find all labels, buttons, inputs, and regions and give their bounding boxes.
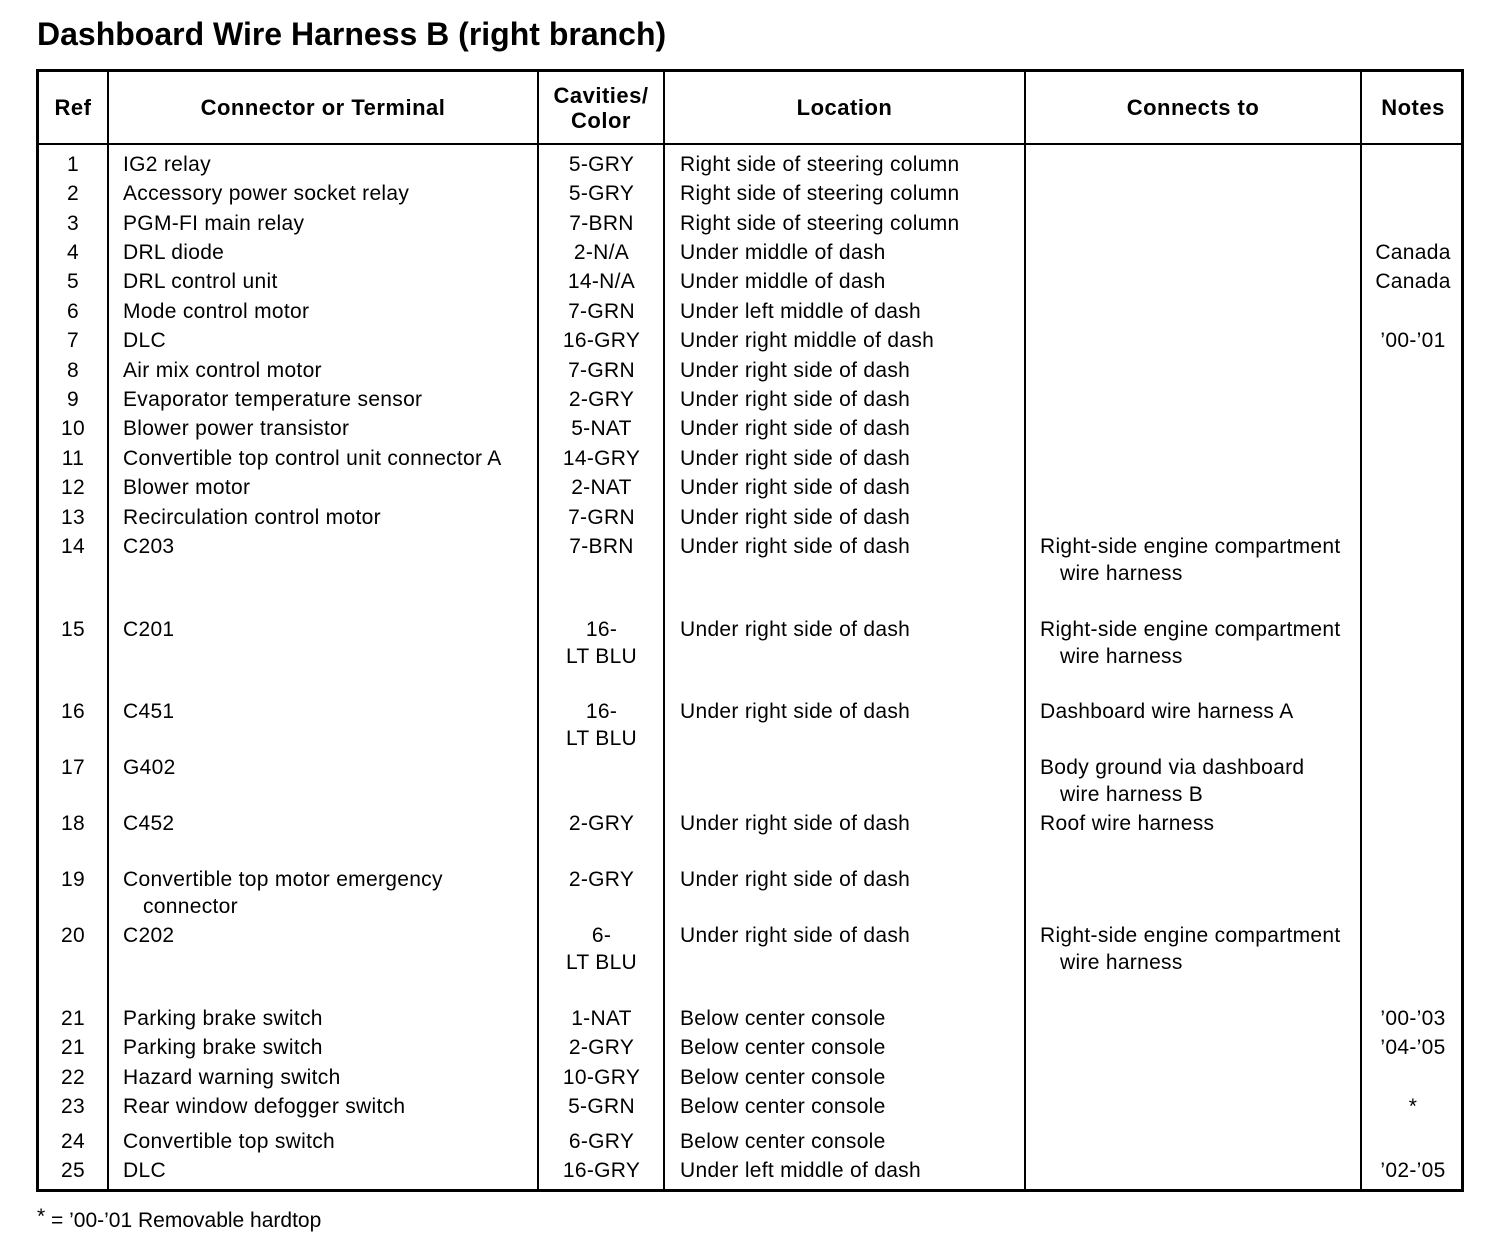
cell-ref xyxy=(39,210,107,237)
cell-cavities-text: 2-GRY xyxy=(568,1036,635,1059)
cell-connector-text: Rear window defogger switch xyxy=(123,1095,406,1118)
cell-connects-to xyxy=(1040,810,1360,837)
cell-ref xyxy=(39,268,107,295)
cell-ref-text: 14 xyxy=(61,535,85,558)
cell-cavities xyxy=(539,1034,664,1061)
cell-ref xyxy=(39,386,107,413)
cell-location xyxy=(680,616,1020,643)
header-ref: Ref xyxy=(54,95,92,120)
cell-cavities xyxy=(539,386,664,413)
cell-cavities xyxy=(539,210,664,237)
cell-connector xyxy=(123,698,543,725)
cell-ref-text: 2 xyxy=(67,182,79,205)
cell-connects-to-text: Right-side engine compartment xyxy=(1040,535,1341,558)
cell-connector-text: Blower motor xyxy=(123,476,251,499)
cell-cavities-text: 16-GRY xyxy=(562,329,641,352)
cell-ref xyxy=(39,327,107,354)
header-cavities-line2: Color xyxy=(571,107,631,133)
cell-cavities xyxy=(539,533,664,560)
cell-location-text: Under right side of dash xyxy=(680,359,911,382)
cell-connects-to-text: Dashboard wire harness A xyxy=(1040,700,1294,723)
cell-location xyxy=(680,180,1020,207)
cell-connector-text: Accessory power socket relay xyxy=(123,182,410,205)
cell-ref xyxy=(39,1128,107,1155)
cell-cavities xyxy=(539,1157,664,1184)
cell-cavities xyxy=(539,1128,664,1155)
cell-ref-text: 8 xyxy=(67,359,79,382)
cell-cavities xyxy=(539,504,664,531)
cell-connector-text: Recirculation control motor xyxy=(123,506,381,529)
cell-ref-text: 17 xyxy=(61,756,85,779)
cell-cavities-text: 1-NAT xyxy=(571,1007,632,1030)
cell-cavities xyxy=(539,151,664,178)
cell-connects-to-text-line2: wire harness xyxy=(1060,951,1183,974)
cell-location-text: Under right side of dash xyxy=(680,812,911,835)
cell-location-text: Right side of steering column xyxy=(680,153,960,176)
page-title: Dashboard Wire Harness B (right branch) xyxy=(37,16,667,52)
cell-ref-text: 25 xyxy=(61,1159,85,1182)
cell-connects-to xyxy=(1040,533,1360,587)
cell-notes-text: Canada xyxy=(1375,270,1451,293)
cell-cavities xyxy=(539,415,664,442)
footnote-symbol: * xyxy=(37,1205,46,1228)
cell-ref-text: 10 xyxy=(61,417,85,440)
cell-location-text: Below center console xyxy=(680,1095,886,1118)
cell-ref-text: 7 xyxy=(67,329,79,352)
cell-connector xyxy=(123,357,543,384)
cell-cavities xyxy=(539,698,664,752)
cell-cavities-text: 5-NAT xyxy=(571,417,632,440)
cell-cavities-text: 16- xyxy=(585,700,618,723)
cell-connector xyxy=(123,1034,543,1061)
cell-cavities-text: 7-BRN xyxy=(569,212,634,235)
cell-connector-text: Convertible top switch xyxy=(123,1130,336,1153)
cell-connector-text: Air mix control motor xyxy=(123,359,322,382)
cell-cavities-text: 16- xyxy=(585,618,618,641)
cell-cavities xyxy=(539,866,664,893)
cell-cavities-text: 14-N/A xyxy=(567,270,636,293)
cell-location-text: Under middle of dash xyxy=(680,270,886,293)
cell-ref-text: 11 xyxy=(61,447,85,470)
cell-location xyxy=(680,922,1020,949)
cell-location xyxy=(680,533,1020,560)
cell-location xyxy=(680,1128,1020,1155)
cell-cavities-text: 7-GRN xyxy=(568,506,635,529)
cell-ref xyxy=(39,922,107,949)
cell-connector xyxy=(123,1093,543,1120)
cell-ref xyxy=(39,151,107,178)
cell-cavities-text-line2: LT BLU xyxy=(565,727,638,750)
cell-location xyxy=(680,810,1020,837)
cell-cavities xyxy=(539,810,664,837)
cell-cavities xyxy=(539,474,664,501)
cell-ref-text: 9 xyxy=(67,388,79,411)
cell-connects-to-text: Roof wire harness xyxy=(1040,812,1215,835)
cell-cavities-text: 6-GRY xyxy=(568,1130,635,1153)
cell-connector-text: Parking brake switch xyxy=(123,1036,323,1059)
cell-ref xyxy=(39,698,107,725)
cell-cavities-text: 2-GRY xyxy=(568,812,635,835)
header-cavities xyxy=(539,72,663,143)
cell-ref xyxy=(39,180,107,207)
cell-connector xyxy=(123,1064,543,1091)
cell-cavities-text: 14-GRY xyxy=(562,447,641,470)
header-connects-to: Connects to xyxy=(1126,95,1260,120)
cell-cavities-text-line2: LT BLU xyxy=(565,951,638,974)
cell-connector-text: PGM-FI main relay xyxy=(123,212,305,235)
cell-connector-text: Hazard warning switch xyxy=(123,1066,341,1089)
cell-location-text: Under right side of dash xyxy=(680,388,911,411)
cell-location xyxy=(680,298,1020,325)
cell-ref xyxy=(39,1005,107,1032)
column-divider xyxy=(1024,72,1026,1189)
cell-connector-text: Parking brake switch xyxy=(123,1007,323,1030)
cell-cavities xyxy=(539,357,664,384)
cell-notes xyxy=(1362,327,1464,354)
cell-connector xyxy=(123,445,543,472)
cell-connector-text: DLC xyxy=(123,329,166,352)
cell-connector xyxy=(123,1157,543,1184)
cell-connector xyxy=(123,239,543,266)
cell-ref-text: 12 xyxy=(61,476,85,499)
cell-ref xyxy=(39,239,107,266)
cell-ref-text: 3 xyxy=(67,212,79,235)
cell-ref xyxy=(39,415,107,442)
header-cavities-line1: Cavities/ xyxy=(553,82,649,108)
cell-location-text: Under left middle of dash xyxy=(680,1159,921,1182)
header-connector: Connector or Terminal xyxy=(200,95,446,120)
cell-cavities-text: 7-GRN xyxy=(568,300,635,323)
cell-ref-text: 23 xyxy=(61,1095,85,1118)
cell-cavities-text: 5-GRY xyxy=(568,153,635,176)
cell-ref-text: 21 xyxy=(61,1036,85,1059)
cell-notes-text: * xyxy=(1408,1095,1418,1118)
cell-location-text: Under right side of dash xyxy=(680,618,911,641)
cell-location-text: Under right side of dash xyxy=(680,868,911,891)
cell-connects-to xyxy=(1040,922,1360,976)
cell-location xyxy=(680,151,1020,178)
cell-ref-text: 22 xyxy=(61,1066,85,1089)
cell-location xyxy=(680,474,1020,501)
cell-notes xyxy=(1362,1005,1464,1032)
cell-ref xyxy=(39,504,107,531)
cell-connector xyxy=(123,298,543,325)
cell-ref-text: 20 xyxy=(61,924,85,947)
cell-connector-text: C451 xyxy=(123,700,175,723)
cell-location xyxy=(680,1005,1020,1032)
cell-cavities-text: 2-GRY xyxy=(568,868,635,891)
cell-connector-text: Evaporator temperature sensor xyxy=(123,388,423,411)
cell-location-text: Below center console xyxy=(680,1130,886,1153)
cell-location xyxy=(680,386,1020,413)
cell-cavities-text: 2-NAT xyxy=(571,476,632,499)
cell-cavities-text: 2-N/A xyxy=(573,241,630,264)
cell-connector-text: Convertible top motor emergency xyxy=(123,868,443,891)
footnote-text: = ’00-’01 Removable hardtop xyxy=(45,1209,322,1232)
cell-cavities xyxy=(539,268,664,295)
cell-ref-text: 16 xyxy=(61,700,85,723)
cell-ref xyxy=(39,1034,107,1061)
cell-ref-text: 24 xyxy=(61,1130,85,1153)
cell-connector xyxy=(123,151,543,178)
cell-location xyxy=(680,1034,1020,1061)
cell-ref-text: 18 xyxy=(61,812,85,835)
cell-cavities xyxy=(539,922,664,976)
cell-location-text: Right side of steering column xyxy=(680,182,960,205)
cell-connector-text: C202 xyxy=(123,924,175,947)
header-divider xyxy=(39,143,1461,145)
cell-location-text: Below center console xyxy=(680,1007,886,1030)
cell-notes xyxy=(1362,1157,1464,1184)
cell-notes xyxy=(1362,239,1464,266)
cell-ref-text: 21 xyxy=(61,1007,85,1030)
cell-ref-text: 4 xyxy=(67,241,79,264)
cell-location xyxy=(680,445,1020,472)
cell-notes xyxy=(1362,268,1464,295)
cell-connector xyxy=(123,616,543,643)
cell-location-text: Under right side of dash xyxy=(680,476,911,499)
cell-location xyxy=(680,504,1020,531)
cell-ref xyxy=(39,866,107,893)
cell-connects-to-text-line2: wire harness xyxy=(1060,645,1183,668)
cell-notes-text: ’04-’05 xyxy=(1380,1036,1446,1059)
cell-connector xyxy=(123,210,543,237)
cell-connects-to-text-line2: wire harness xyxy=(1060,562,1183,585)
header-notes: Notes xyxy=(1381,95,1445,120)
cell-connector-text: DLC xyxy=(123,1159,166,1182)
cell-connector-text: G402 xyxy=(123,756,176,779)
cell-connector xyxy=(123,810,543,837)
cell-location xyxy=(680,210,1020,237)
cell-location xyxy=(680,698,1020,725)
cell-cavities xyxy=(539,239,664,266)
cell-cavities xyxy=(539,180,664,207)
cell-connector-text: C203 xyxy=(123,535,175,558)
cell-connector-text: C201 xyxy=(123,618,175,641)
cell-connector xyxy=(123,866,543,920)
cell-location xyxy=(680,1157,1020,1184)
cell-ref-text: 13 xyxy=(61,506,85,529)
cell-connector xyxy=(123,922,543,949)
cell-connector xyxy=(123,180,543,207)
cell-cavities xyxy=(539,1064,664,1091)
cell-location xyxy=(680,268,1020,295)
cell-cavities xyxy=(539,1093,664,1120)
cell-notes-text: Canada xyxy=(1375,241,1451,264)
cell-connects-to xyxy=(1040,698,1360,725)
cell-cavities-text-line2: LT BLU xyxy=(565,645,638,668)
cell-ref-text: 19 xyxy=(61,868,85,891)
cell-cavities-text: 6- xyxy=(591,924,612,947)
cell-connector-text: Mode control motor xyxy=(123,300,310,323)
cell-location xyxy=(680,239,1020,266)
cell-location-text: Under left middle of dash xyxy=(680,300,921,323)
cell-location xyxy=(680,327,1020,354)
cell-connects-to xyxy=(1040,754,1360,808)
cell-location-text: Under right side of dash xyxy=(680,924,911,947)
cell-connector xyxy=(123,754,543,781)
cell-notes xyxy=(1362,1093,1464,1120)
cell-ref-text: 1 xyxy=(67,153,79,176)
header-location: Location xyxy=(796,95,893,120)
cell-connector-text: IG2 relay xyxy=(123,153,211,176)
cell-connector xyxy=(123,504,543,531)
cell-cavities-text: 7-GRN xyxy=(568,359,635,382)
cell-location xyxy=(680,1093,1020,1120)
cell-notes-text: ’00-’03 xyxy=(1380,1007,1446,1030)
cell-ref xyxy=(39,474,107,501)
cell-connects-to-text: Right-side engine compartment xyxy=(1040,924,1341,947)
cell-cavities-text: 7-BRN xyxy=(569,535,634,558)
cell-ref xyxy=(39,445,107,472)
harness-table xyxy=(36,69,1464,1192)
cell-location-text: Below center console xyxy=(680,1036,886,1059)
cell-connects-to-text: Right-side engine compartment xyxy=(1040,618,1341,641)
cell-cavities xyxy=(539,616,664,670)
cell-connector xyxy=(123,268,543,295)
cell-ref xyxy=(39,1157,107,1184)
cell-location-text: Under right side of dash xyxy=(680,417,911,440)
cell-connector-text: Blower power transistor xyxy=(123,417,350,440)
cell-connector-text-line2: connector xyxy=(143,895,238,918)
cell-ref xyxy=(39,298,107,325)
cell-connector-text: DRL diode xyxy=(123,241,225,264)
cell-notes xyxy=(1362,1034,1464,1061)
cell-connector-text: Convertible top control unit connector A xyxy=(123,447,502,470)
cell-cavities-text: 5-GRN xyxy=(568,1095,635,1118)
cell-cavities-text: 16-GRY xyxy=(562,1159,641,1182)
cell-connector-text: C452 xyxy=(123,812,175,835)
cell-notes-text: ’00-’01 xyxy=(1380,329,1446,352)
cell-cavities xyxy=(539,445,664,472)
cell-connector xyxy=(123,474,543,501)
cell-connects-to-text: Body ground via dashboard xyxy=(1040,756,1305,779)
cell-location xyxy=(680,415,1020,442)
cell-location-text: Under right side of dash xyxy=(680,700,911,723)
cell-ref xyxy=(39,1064,107,1091)
cell-location xyxy=(680,866,1020,893)
cell-ref xyxy=(39,616,107,643)
cell-location-text: Under middle of dash xyxy=(680,241,886,264)
cell-ref xyxy=(39,754,107,781)
footnote xyxy=(37,1205,322,1233)
cell-connector xyxy=(123,1005,543,1032)
cell-connector-text: DRL control unit xyxy=(123,270,278,293)
cell-connector xyxy=(123,415,543,442)
cell-connector xyxy=(123,533,543,560)
cell-location-text: Under right middle of dash xyxy=(680,329,935,352)
cell-connector xyxy=(123,386,543,413)
cell-cavities xyxy=(539,327,664,354)
cell-cavities xyxy=(539,1005,664,1032)
cell-location-text: Under right side of dash xyxy=(680,535,911,558)
cell-cavities-text: 5-GRY xyxy=(568,182,635,205)
cell-connector xyxy=(123,1128,543,1155)
cell-ref-text: 5 xyxy=(67,270,79,293)
cell-cavities-text: 2-GRY xyxy=(568,388,635,411)
cell-cavities xyxy=(539,298,664,325)
cell-ref xyxy=(39,810,107,837)
cell-ref xyxy=(39,1093,107,1120)
cell-connects-to-text-line2: wire harness B xyxy=(1060,783,1204,806)
cell-location-text: Right side of steering column xyxy=(680,212,960,235)
cell-location-text: Under right side of dash xyxy=(680,506,911,529)
cell-location-text: Below center console xyxy=(680,1066,886,1089)
cell-connects-to xyxy=(1040,616,1360,670)
cell-cavities-text: 10-GRY xyxy=(562,1066,641,1089)
column-divider xyxy=(107,72,109,1189)
cell-ref-text: 6 xyxy=(67,300,79,323)
cell-ref xyxy=(39,357,107,384)
cell-ref xyxy=(39,533,107,560)
cell-ref-text: 15 xyxy=(61,618,85,641)
cell-notes-text: ’02-’05 xyxy=(1380,1159,1446,1182)
cell-connector xyxy=(123,327,543,354)
cell-location-text: Under right side of dash xyxy=(680,447,911,470)
cell-location xyxy=(680,1064,1020,1091)
cell-location xyxy=(680,357,1020,384)
